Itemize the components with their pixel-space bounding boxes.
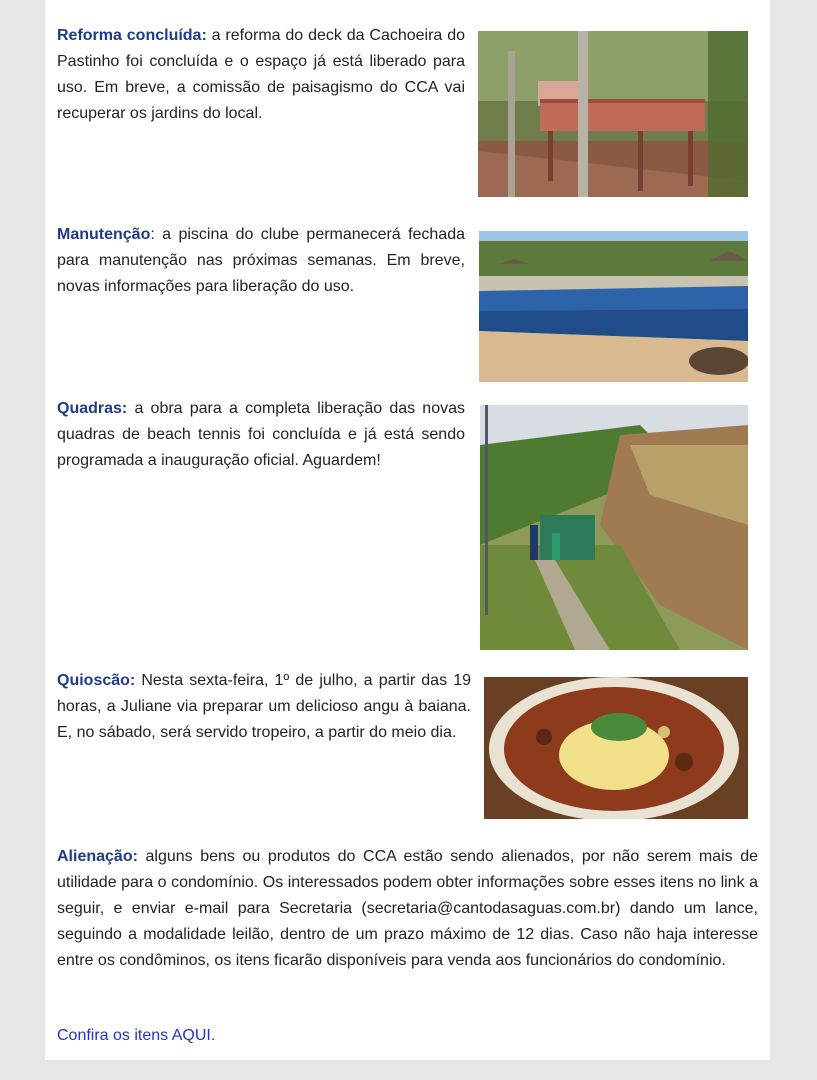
courts-photo — [480, 405, 748, 650]
newsletter-card — [45, 0, 770, 1060]
pool-photo — [479, 231, 748, 382]
item-label: Quioscão: — [57, 672, 136, 689]
news-item-reforma — [57, 23, 465, 127]
item-text: a reforma do deck da Cachoeira do Pastinho foi concluída e o espaço já está liberado para uso. Em breve, a comissão de paisagismo do CCA vai recuperar os jardins do local. — [57, 27, 465, 122]
item-label: Alienação: — [57, 848, 138, 865]
items-link[interactable]: Confira os itens AQUI — [57, 1027, 211, 1044]
news-item-quioscao — [57, 668, 471, 746]
item-text: Nesta sexta-feira, 1º de julho, a partir das 19 horas, a Juliane via preparar um delicioso angu à baiana. E, no sábado, será servido tropeiro, a partir do meio dia. — [57, 672, 471, 741]
item-label: Manutenção — [57, 226, 151, 243]
news-item-manutencao — [57, 222, 465, 300]
deck-photo — [478, 31, 748, 197]
news-item-alienacao — [57, 844, 758, 974]
item-text: alguns bens ou produtos do CCA estão sendo alienados, por não serem mais de utilidade para o condomínio. Os interessados podem obter informações sobre esses itens no link a seguir, e enviar e-mail para Secretaria (secretaria@cantodasaguas.com.br) dando um lance, seguindo a modalidade leilão, dentro de um prazo máximo de 12 dias. Caso não haja interesse entre os condôminos, os itens ficarão disponíveis para venda aos funcionários do condomínio. — [57, 848, 758, 969]
item-label: Reforma concluída: — [57, 27, 207, 44]
food-photo — [484, 677, 748, 819]
item-text: : a piscina do clube permanecerá fechada para manutenção nas próximas semanas. Em breve, novas informações para liberação do uso. — [57, 226, 465, 295]
item-text: a obra para a completa liberação das novas quadras de beach tennis foi concluída e já está sendo programada a inauguração oficial. Aguardem! — [57, 400, 465, 469]
link-suffix: . — [210, 1027, 216, 1044]
news-item-quadras — [57, 396, 465, 474]
items-link-line — [57, 1026, 215, 1046]
item-label: Quadras: — [57, 400, 128, 417]
